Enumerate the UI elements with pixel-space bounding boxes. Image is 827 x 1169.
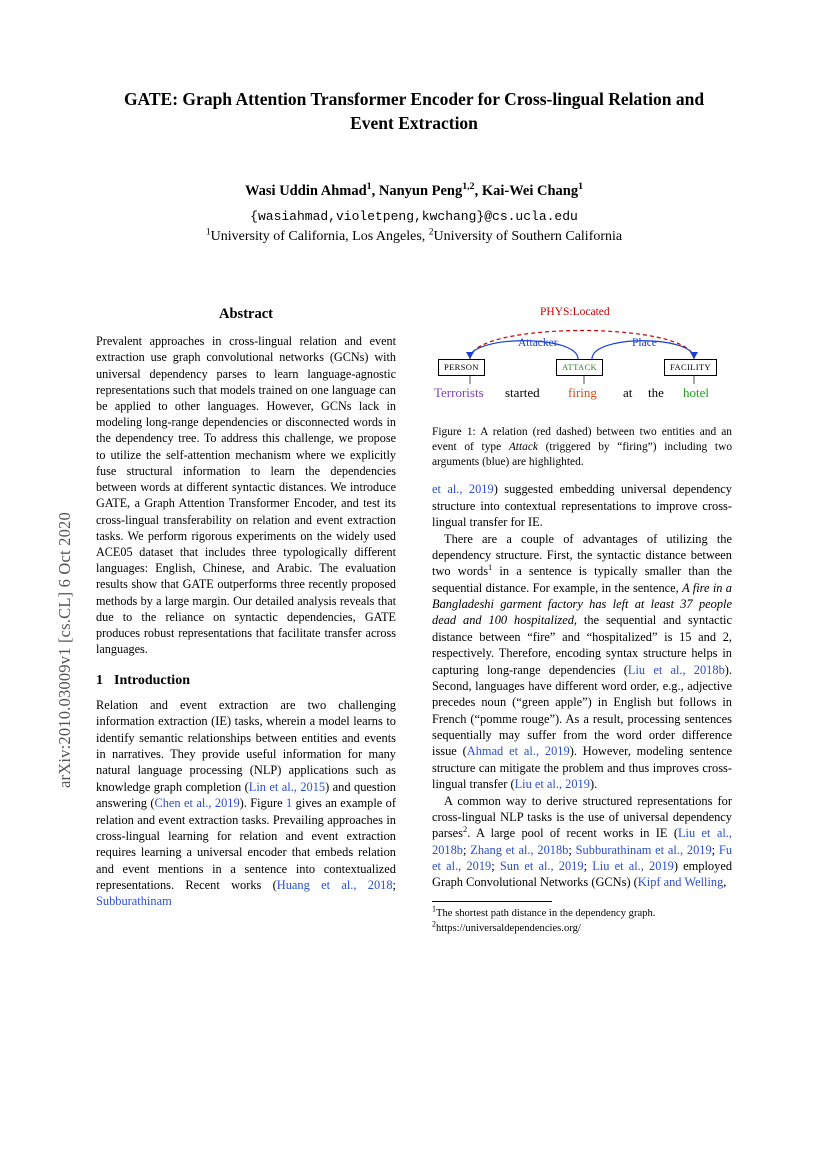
- caption-event-type: Attack: [508, 440, 538, 453]
- figure-reference-1[interactable]: 1: [286, 796, 293, 811]
- affil-marker-1: 1: [205, 226, 211, 237]
- citation-liu-2018b[interactable]: Liu et al., 2018b: [627, 662, 725, 677]
- author-sep-1: ,: [371, 183, 379, 200]
- author-emails: {wasiahmad,violetpeng,kwchang}@cs.ucla.edu: [250, 208, 578, 224]
- event-node-attack: ATTACK: [556, 359, 603, 376]
- footnote-1: [432, 904, 732, 921]
- author-2-affil-marker: 1,2: [462, 181, 475, 193]
- role-label-place: Place: [632, 337, 657, 349]
- citation-liu-2018b-2[interactable]: Liu et al., 2018b: [432, 826, 732, 857]
- right-text-3a: A common way to derive structured representations for cross-lingual NLP tasks is the use of universal dependency parses: [432, 793, 732, 841]
- abstract-body: Prevalent approaches in cross-lingual relation and event extraction use graph convolutional networks (GCNs) with universal dependency parses to learn language-agnostic representations such that models trained on one language can be applied to other languages. However, GCNs lack in modeling long-range dependencies or disconnected words in the dependency tree. To address this challenge, we propose to utilize the self-attention mechanism where we explicitly fuse structural information to learn the dependencies between words at different syntactic distances. We introduce GATE, a Graph Attention Transformer Encoder, and test its cross-lingual transferability on relation and event extraction tasks. We perform rigorous experiments on the widely used ACE05 dataset that includes three typologically different languages: English, Chinese, and Arabic. The evaluation results show that GATE outperforms three recently proposed methods by a large margin. Our detailed analysis reveals that due to the reliance on syntactic dependencies, GATE produces robust representations that facilitate transfer across languages.: [96, 334, 396, 657]
- right-column: [432, 305, 732, 937]
- footnotes: [432, 904, 732, 936]
- footnote-1-marker: 1: [432, 904, 436, 914]
- author-list: [96, 181, 732, 201]
- citation-sun-2019[interactable]: Sun et al., 2019: [499, 859, 584, 874]
- right-text-1b: ) suggested embedding universal dependency structure into contextual representations to improve cross-lingual transfer for IE.: [432, 482, 733, 530]
- footnote-divider: [432, 901, 552, 902]
- affil-2: University of Southern California: [433, 228, 623, 244]
- sentence-word-the: the: [648, 385, 664, 400]
- figure-1-caption: [432, 425, 732, 469]
- intro-text-d: gives an example of relation and event extraction tasks. Prevailing approaches in cross-lingual learning for relation and event extraction requires learning a universal encoder that embeds relation and event mentions in a sentence into contextualized representations. Recent works (: [96, 796, 396, 893]
- intro-text-e: ;: [392, 878, 396, 893]
- footnote-2-text[interactable]: https://universaldependencies.org/: [435, 922, 581, 934]
- citation-ahmad-2019[interactable]: Ahmad et al., 2019: [466, 744, 570, 759]
- relation-label-phys-located: PHYS:Located: [540, 306, 610, 318]
- citation-chen-2019[interactable]: Chen et al., 2019: [154, 796, 240, 811]
- left-column: [96, 305, 396, 910]
- affil-marker-2: 2: [428, 226, 434, 237]
- right-text-2b: in a sentence is typically smaller than the sequential distance. For example, in the sentence,: [432, 564, 732, 595]
- citation-lin-2015[interactable]: Lin et al., 2015: [248, 779, 326, 794]
- right-text-2e: ). However, modeling sentence structure can mitigate the problem and thus improves cross-lingual transfer (: [432, 744, 732, 792]
- argument-arc-attacker-arrowhead: [466, 352, 474, 359]
- footnote-2-marker: 2: [432, 919, 436, 929]
- citation-fu-2019[interactable]: Fu et al., 2019: [432, 842, 733, 874]
- footnote-1-text: The shortest path distance in the dependency graph.: [435, 907, 656, 919]
- right-text-3d: ,: [723, 875, 727, 890]
- intro-text-a: Relation and event extraction are two challenging information extraction (IE) tasks, wherein a model learns to identify semantic relationships between entities and events in narratives. They provide useful information for many natural language processing (NLP) applications such as knowledge graph completion (: [96, 697, 396, 794]
- citation-et-al-2019[interactable]: et al., 2019: [432, 482, 494, 497]
- sentence-word-hotel: hotel: [683, 385, 709, 400]
- citation-subburathinam-2019[interactable]: Subburathinam et al., 2019: [575, 842, 712, 857]
- entity-node-facility: FACILITY: [664, 359, 717, 376]
- right-text-3b: . A large pool of recent works in IE (: [467, 826, 678, 841]
- caption-text-a: Figure 1: A relation (red dashed) between two entities and an event of type: [432, 426, 732, 453]
- paper-header: [96, 80, 732, 245]
- citation-liu-2019[interactable]: Liu et al., 2019: [514, 777, 590, 792]
- author-sep-2: ,: [474, 183, 482, 200]
- caption-text-b: (triggered by “firing”) including two arguments (blue) are highlighted.: [432, 440, 733, 468]
- intro-paragraph-1: [96, 697, 396, 910]
- entity-node-person: PERSON: [438, 359, 485, 376]
- author-1: Wasi Uddin Ahmad: [244, 183, 367, 200]
- footnote-marker-2[interactable]: 2: [462, 824, 468, 835]
- role-label-attacker: Attacker: [518, 337, 558, 349]
- body-columns: [96, 305, 732, 1095]
- affiliations: [96, 226, 732, 245]
- right-text-2f: ).: [589, 777, 598, 792]
- footnote-2: [432, 919, 732, 936]
- right-text-2c: , the sequential and syntactic distance between “fire” and “hospitalized” is 15 and 2, respectively. Therefore, encoding syntax structure helps in capturing long-range dependencies (: [432, 613, 732, 677]
- affil-1: University of California, Los Angeles,: [210, 228, 429, 244]
- sentence-word-started: started: [505, 385, 540, 400]
- citation-huang-2018[interactable]: Huang et al., 2018: [276, 878, 393, 893]
- example-sentence: A fire in a Bangladeshi garment factory has left at least 37 people dead and 100 hospitalized: [432, 580, 733, 628]
- figure-1: [432, 305, 732, 417]
- arxiv-stamp: arXiv:2010.03009v1 [cs.CL] 6 Oct 2020: [55, 512, 74, 788]
- citation-zhang-2018b[interactable]: Zhang et al., 2018b: [470, 842, 569, 857]
- sentence-word-at: at: [623, 385, 633, 400]
- right-text-3c: ) employed Graph Convolutional Networks (GCNs) (: [432, 859, 733, 890]
- intro-text-b: ) and question answering (: [96, 779, 396, 811]
- intro-text-c: ). Figure: [239, 796, 287, 811]
- sentence-word-firing: firing: [568, 385, 597, 400]
- right-paragraph-1: [432, 481, 732, 530]
- right-paragraph-3: A common way to derive structured representations for cross-lingual NLP tasks is the use of universal dependency parses$^2$. A large pool of recent works in IE (Liu et al., 2018b; Zhang et al., 2018b; Subburathinam et al., 2019; Fu et al., 2019; Sun et al., 2019; Liu et al., 2019) employed Graph Convolutional Networks (GCNs) (Kipf and Welling,: [432, 793, 733, 890]
- author-3: Kai-Wei Chang: [481, 183, 579, 200]
- abstract-heading: Abstract: [219, 306, 273, 322]
- citation-kipf-welling[interactable]: Kipf and Welling: [637, 875, 724, 890]
- author-3-affil-marker: 1: [578, 181, 584, 193]
- author-2: Nanyun Peng: [378, 183, 463, 200]
- section-title: Introduction: [114, 672, 190, 688]
- sentence-word-terrorists: Terrorists: [434, 385, 484, 400]
- right-text-2d: ). Second, languages have different word order, e.g., adjective precedes noun (“green apple”) in English but follows in French (“pomme rouge”). As a result, processing sentences sequentially may suffer from the word order difference issue (: [432, 662, 733, 759]
- citation-subburathinam[interactable]: Subburathinam: [96, 894, 172, 909]
- footnote-marker-1[interactable]: 1: [488, 562, 493, 573]
- section-heading-introduction: [96, 672, 396, 690]
- argument-arc-place-arrowhead: [690, 352, 698, 359]
- author-1-affil-marker: 1: [366, 181, 372, 193]
- right-paragraph-2: [432, 531, 732, 793]
- section-number: 1: [96, 672, 103, 688]
- relation-arc-phys-located: [470, 331, 694, 360]
- right-text-2a: There are a couple of advantages of utilizing the dependency structure. First, the syntactic distance between two words: [432, 531, 732, 579]
- page-title: GATE: Graph Attention Transformer Encoder for Cross-lingual Relation and Event Extraction: [123, 89, 705, 133]
- citation-liu-2019-2[interactable]: Liu et al., 2019: [592, 859, 674, 874]
